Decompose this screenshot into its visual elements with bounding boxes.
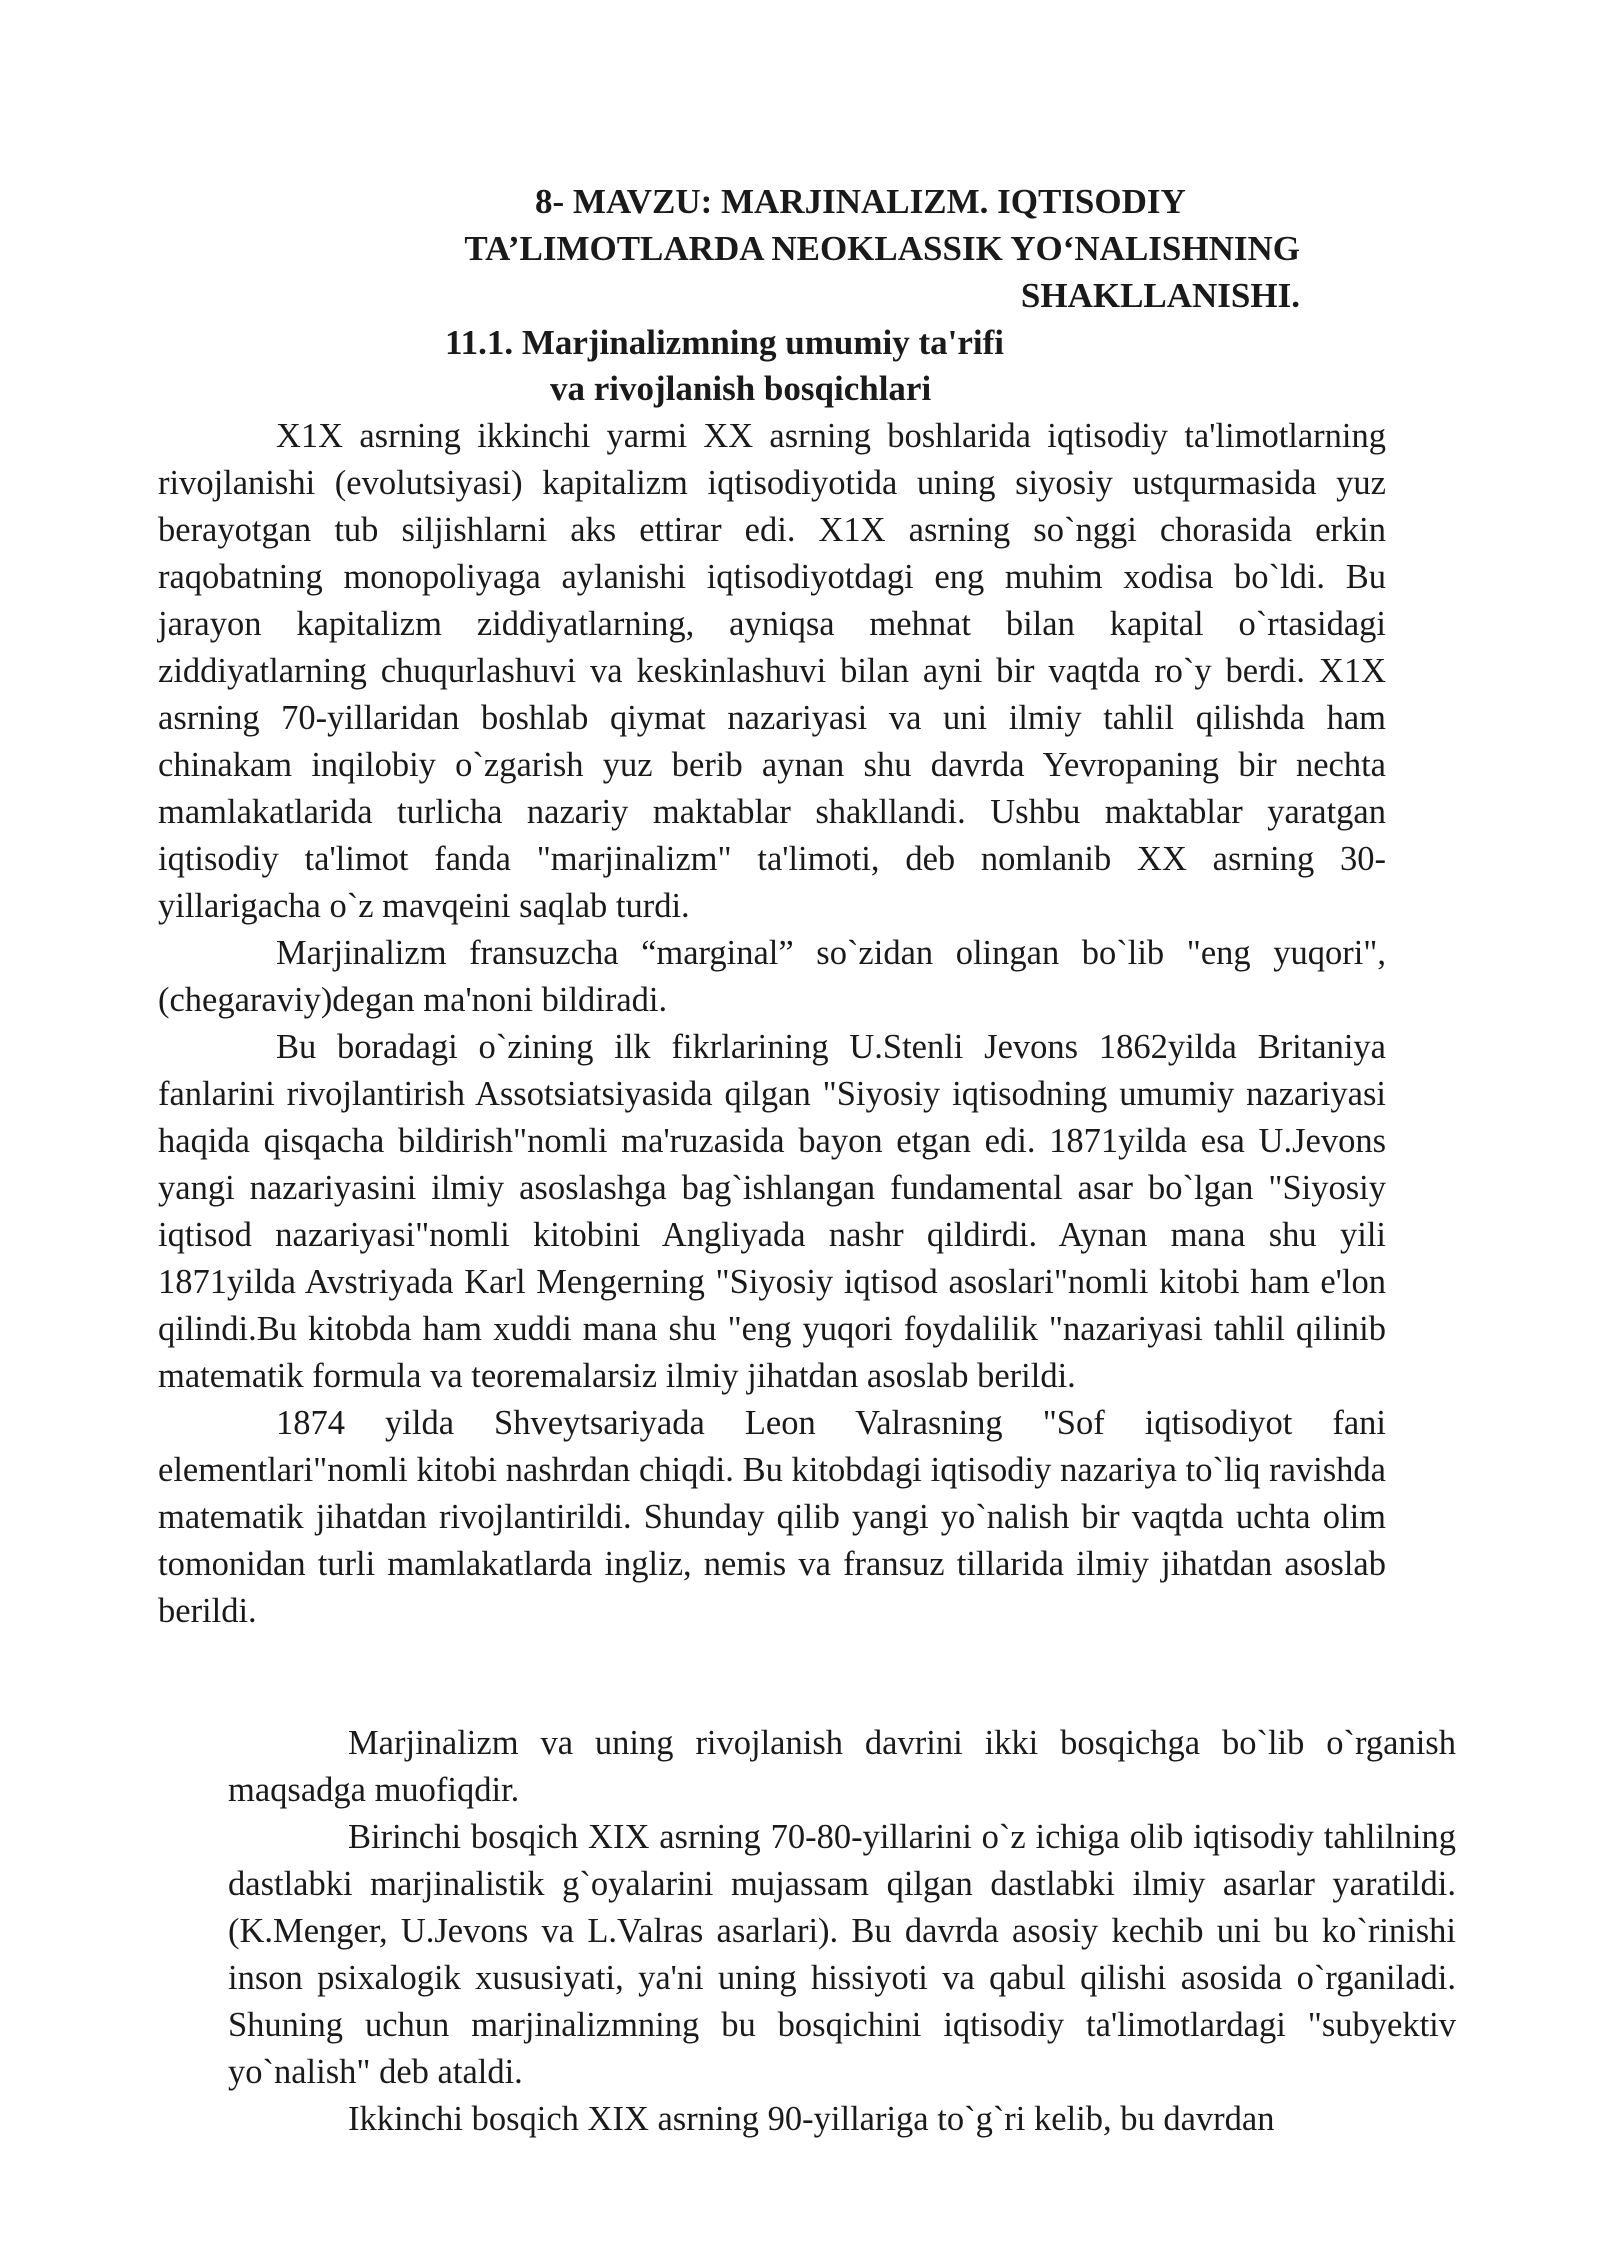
- body-text-indented: [228, 1720, 1456, 2143]
- paragraph: Birinchi bosqich XIX asrning 70-80-yillarini o`z ichiga olib iqtisodiy tahlilning dastlabki marjinalistik g`oyalarini mujassam qilgan dastlabki ilmiy asarlar yaratildi.(K.Menger, U.Jevons va L.Valras asarlari). Bu davrda asosiy kechib uni bu ko`rinishi inson psixalogik xususiyati, ya'ni uning hissiyoti va qabul qilishi asosida o`rganiladi. Shuning uchun marjinalizmning bu bosqichini iqtisodiy ta'limotlardagi "subyektiv yo`nalish" deb ataldi.: [228, 1818, 1456, 2091]
- paragraph: Bu boradagi o`zining ilk fikrlarining U.Stenli Jevons 1862yilda Britaniya fanlarini rivojlantirish Assotsiatsiyasida qilgan "Siyosiy iqtisodning umumiy nazariyasi haqida qisqacha bildirish"nomli ma'ruzasida bayon etgan edi. 1871yilda esa U.Jevons yangi nazariyasini ilmiy asoslashga bag`ishlangan fundamental asar bo`lgan "Siyosiy iqtisod nazariyasi"nomli kitobini Angliyada nashr qildirdi. Aynan mana shu yili 1871yilda Avstriyada Karl Mengerning "Siyosiy iqtisod asoslari"nomli kitobi ham e'lon qilindi.Bu kitobda ham xuddi mana shu "eng yuqori foydalilik "nazariyasi tahlil qilinib matematik formula va teoremalarsiz ilmiy jihatdan asoslab berildi.: [158, 1028, 1386, 1395]
- chapter-heading-line-2: TA’LIMOTLARDA NEOKLASSIK YO‘NALISHNING: [464, 229, 1300, 268]
- chapter-heading-line-1: 8- MAVZU: MARJINALIZM. IQTISODIY: [535, 182, 1186, 221]
- paragraph: Ikkinchi bosqich XIX asrning 90-yillariga to`g`ri kelib, bu davrdan: [348, 2100, 1275, 2138]
- chapter-heading-line-3: SHAKLLANISHI.: [1020, 276, 1300, 315]
- section-heading: [160, 320, 1300, 412]
- paragraph: Marjinalizm fransuzcha “marginal” so`zidan olingan bo`lib "eng yuqori", (chegaraviy)degan ma'noni bildiradi.: [158, 934, 1386, 1019]
- section-heading-line-2: va rivojlanish bosqichlari: [550, 369, 932, 408]
- paragraph: X1X asrning ikkinchi yarmi XX asrning boshlarida iqtisodiy ta'limotlarning rivojlanishi (evolutsiyasi) kapitalizm iqtisodiyotida uning siyosiy ustqurmasida yuz berayotgan tub siljishlarni aks ettirar edi. X1X asrning so`nggi chorasida erkin raqobatning monopoliyaga aylanishi iqtisodiyotdagi eng muhim xodisa bo`ldi. Bu jarayon kapitalizm ziddiyatlarning, ayniqsa mehnat bilan kapital o`rtasidagi ziddiyatlarning chuqurlashuvi va keskinlashuvi bilan ayni bir vaqtda ro`y berdi. X1X asrning 70-yillaridan boshlab qiymat nazariyasi va uni ilmiy tahlil qilishda ham chinakam inqilobiy o`zgarish yuz berib aynan shu davrda Yevropaning bir nechta mamlakatlarida turlicha nazariy maktablar shakllandi. Ushbu maktablar yaratgan iqtisodiy ta'limot fanda "marjinalizm" ta'limoti, deb nomlanib XX asrning 30-yillarigacha o`z mavqeini saqlab turdi.: [158, 417, 1386, 925]
- paragraph: 1874 yilda Shveytsariyada Leon Valrasning "Sof iqtisodiyot fani elementlari"nomli kitobi nashrdan chiqdi. Bu kitobdagi iqtisodiy nazariya to`liq ravishda matematik jihatdan rivojlantirildi. Shunday qilib yangi yo`nalish bir vaqtda uchta olim tomonidan turli mamlakatlarda ingliz, nemis va fransuz tillarida ilmiy jihatdan asoslab berildi.: [158, 1404, 1386, 1630]
- body-text: [158, 413, 1386, 1635]
- section-heading-line-1: 11.1. Marjinalizmning umumiy ta'rifi: [445, 323, 1005, 362]
- chapter-heading: [160, 178, 1300, 319]
- paragraph: Marjinalizm va uning rivojlanish davrini ikki bosqichga bo`lib o`rganish maqsadga muofiqdir.: [228, 1724, 1456, 1809]
